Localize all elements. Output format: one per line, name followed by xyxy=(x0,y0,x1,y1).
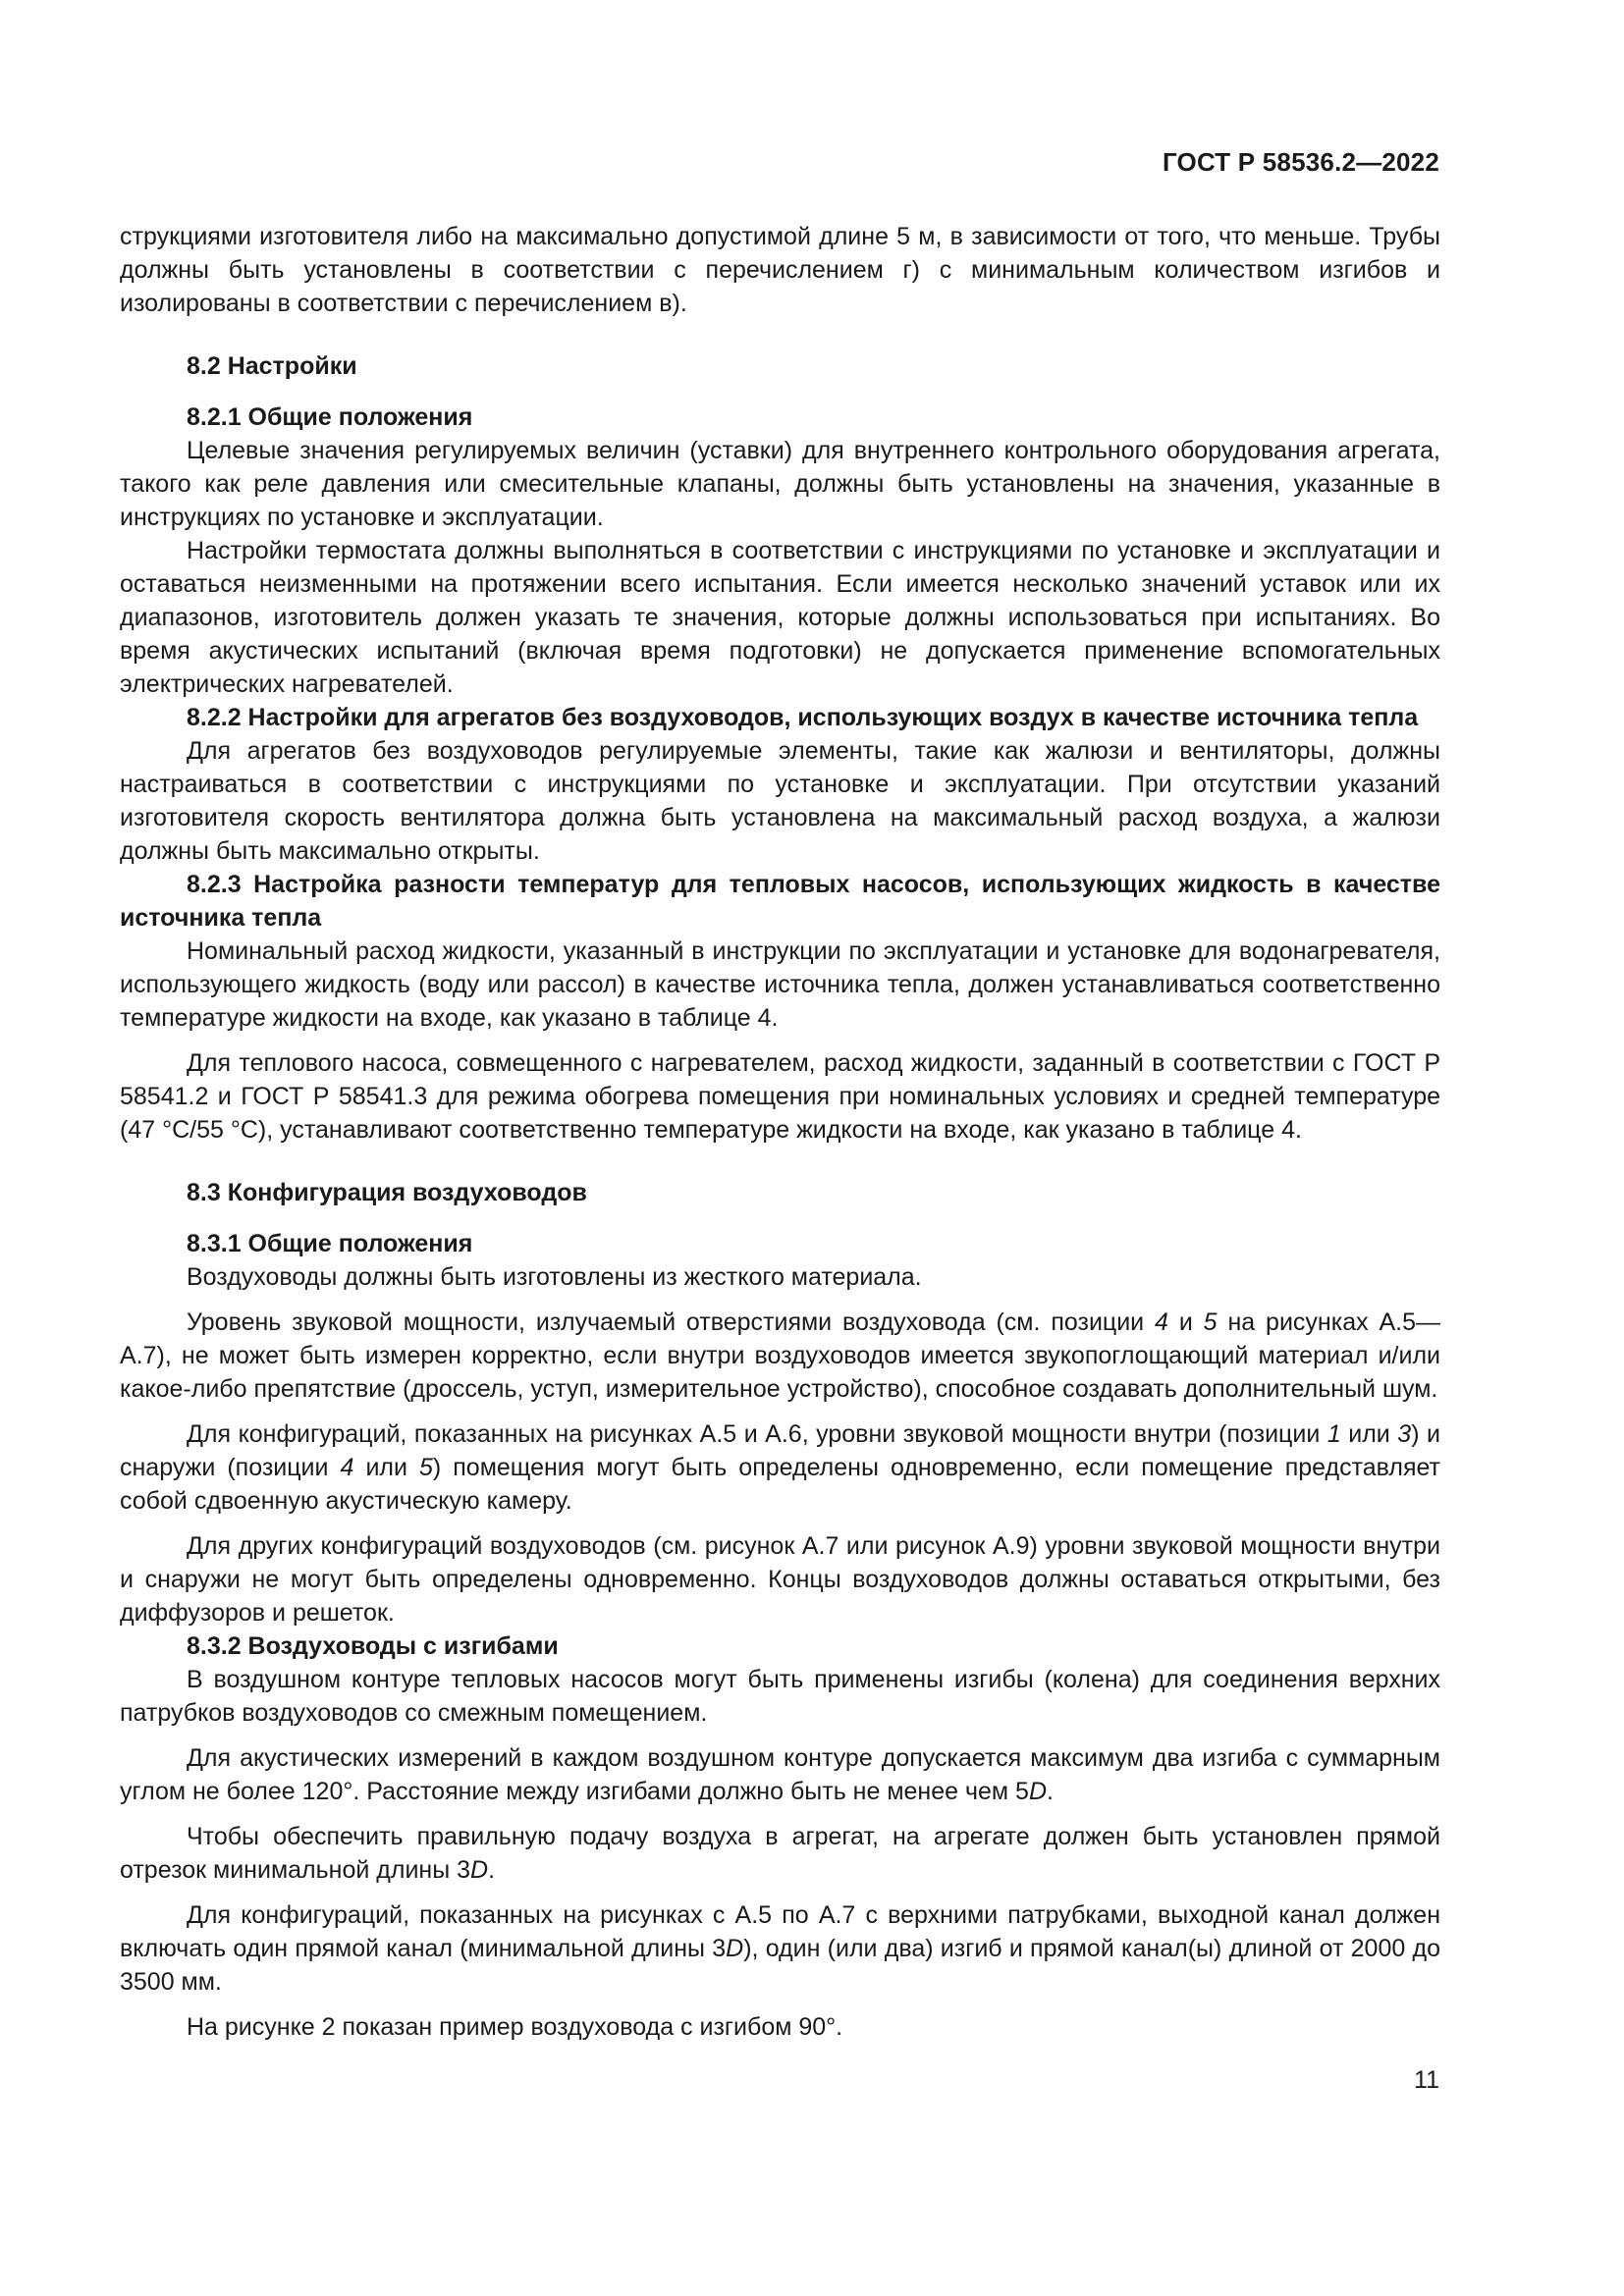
standard-designation: ГОСТ Р 58536.2—2022 xyxy=(1162,147,1439,177)
section-8-2-heading: 8.2 Настройки xyxy=(187,352,357,380)
paragraph: Номинальный расход жидкости, указанный в инструкции по эксплуатации и установке для водонагревателя, использующего жидкость (воду или рассол) в качестве источника тепла, должен устанавливаться соответственно температуре жидкости на входе, как указано в таблице 4. xyxy=(120,937,1440,1032)
paragraph: В воздушном контуре тепловых насосов могут быть применены изгибы (колена) для соединения верхних патрубков воздуховодов со смежным помещением. xyxy=(120,1666,1440,1727)
section-8-2-3-heading: 8.2.3 Настройка разности температур для тепловых насосов, использующих жидкость в качестве источника тепла xyxy=(120,871,1440,932)
section-8-3-heading: 8.3 Конфигурация воздуховодов xyxy=(187,1179,587,1206)
paragraph: Чтобы обеспечить правильную подачу воздуха в агрегат, на агрегате должен быть установлен прямой отрезок минимальной длины 3D. xyxy=(120,1823,1440,1884)
section-8-3-1-heading: 8.3.1 Общие положения xyxy=(187,1230,473,1257)
paragraph: На рисунке 2 показан пример воздуховода с изгибом 90°. xyxy=(187,2013,843,2041)
section-8-2-1-heading: 8.2.1 Общие положения xyxy=(187,403,473,431)
paragraph: Для конфигураций, показанных на рисунках с А.5 по А.7 с верхними патрубками, выходной канал должен включать один прямой канал (минимальной длины 3D), один (или два) изгиб и прямой канал(ы) длиной от 2000 до 3500 мм. xyxy=(120,1901,1440,1996)
section-8-3-2-heading: 8.3.2 Воздуховоды с изгибами xyxy=(187,1632,559,1660)
section-8-2-2-heading: 8.2.2 Настройки для агрегатов без воздуховодов, использующих воздух в качестве источника тепла xyxy=(187,704,1419,731)
page-number: 11 xyxy=(1414,2066,1439,2094)
paragraph: Уровень звуковой мощности, излучаемый отверстиями воздуховода (см. позиции 4 и 5 на рисунках А.5—А.7), не может быть измерен корректно, если внутри воздуховодов имеется звукопоглощающий материал и/или какое-либо препятствие (дроссель, уступ, измерительное устройство), способное создавать дополнительный шум. xyxy=(120,1308,1441,1403)
paragraph: Для конфигураций, показанных на рисунках А.5 и А.6, уровни звуковой мощности внутри (позиции 1 или 3) и снаружи (позиции 4 или 5) помещения могут быть определены одновременно, если помещение представляет собой сдвоенную акустическую камеру. xyxy=(120,1420,1441,1515)
document-body xyxy=(120,220,1440,2044)
paragraph: Для акустических измерений в каждом воздушном контуре допускается максимум два изгиба с суммарным углом не более 120°. Расстояние между изгибами должно быть не менее чем 5D. xyxy=(120,1744,1440,1805)
paragraph: Воздуховоды должны быть изготовлены из жесткого материала. xyxy=(187,1263,922,1291)
paragraph: Для других конфигураций воздуховодов (см. рисунок А.7 или рисунок А.9) уровни звуковой мощности внутри и снаружи не могут быть определены одновременно. Концы воздуховодов должны оставаться открытыми, без диффузоров и решеток. xyxy=(120,1532,1440,1627)
continuation-paragraph: струкциями изготовителя либо на максимально допустимой длине 5 м, в зависимости от того, что меньше. Трубы должны быть установлены в соответствии с перечислением г) с минимальным количеством изгибов и изолированы в соответствии с перечислением в). xyxy=(120,223,1440,317)
paragraph: Для теплового насоса, совмещенного с нагревателем, расход жидкости, заданный в соответствии с ГОСТ Р 58541.2 и ГОСТ Р 58541.3 для режима обогрева помещения при номинальных условиях и средней температуре (47 °С/55 °С), устанавливают соответственно температуре жидкости на входе, как указано в таблице 4. xyxy=(120,1049,1440,1144)
paragraph: Настройки термостата должны выполняться в соответствии с инструкциями по установке и эксплуатации и оставаться неизменными на протяжении всего испытания. Если имеется несколько значений уставок или их диапазонов, изготовитель должен указать те значения, которые должны использоваться при испытаниях. Во время акустических испытаний (включая время подготовки) не допускается применение вспомогательных электрических нагревателей. xyxy=(120,537,1440,698)
paragraph: Целевые значения регулируемых величин (уставки) для внутреннего контрольного оборудования агрегата, такого как реле давления или смесительные клапаны, должны быть установлены на значения, указанные в инструкциях по установке и эксплуатации. xyxy=(120,437,1440,531)
paragraph: Для агрегатов без воздуховодов регулируемые элементы, такие как жалюзи и вентиляторы, должны настраиваться в соответствии с инструкциями по установке и эксплуатации. При отсутствии указаний изготовителя скорость вентилятора должна быть установлена на максимальный расход воздуха, а жалюзи должны быть максимально открыты. xyxy=(120,737,1440,865)
